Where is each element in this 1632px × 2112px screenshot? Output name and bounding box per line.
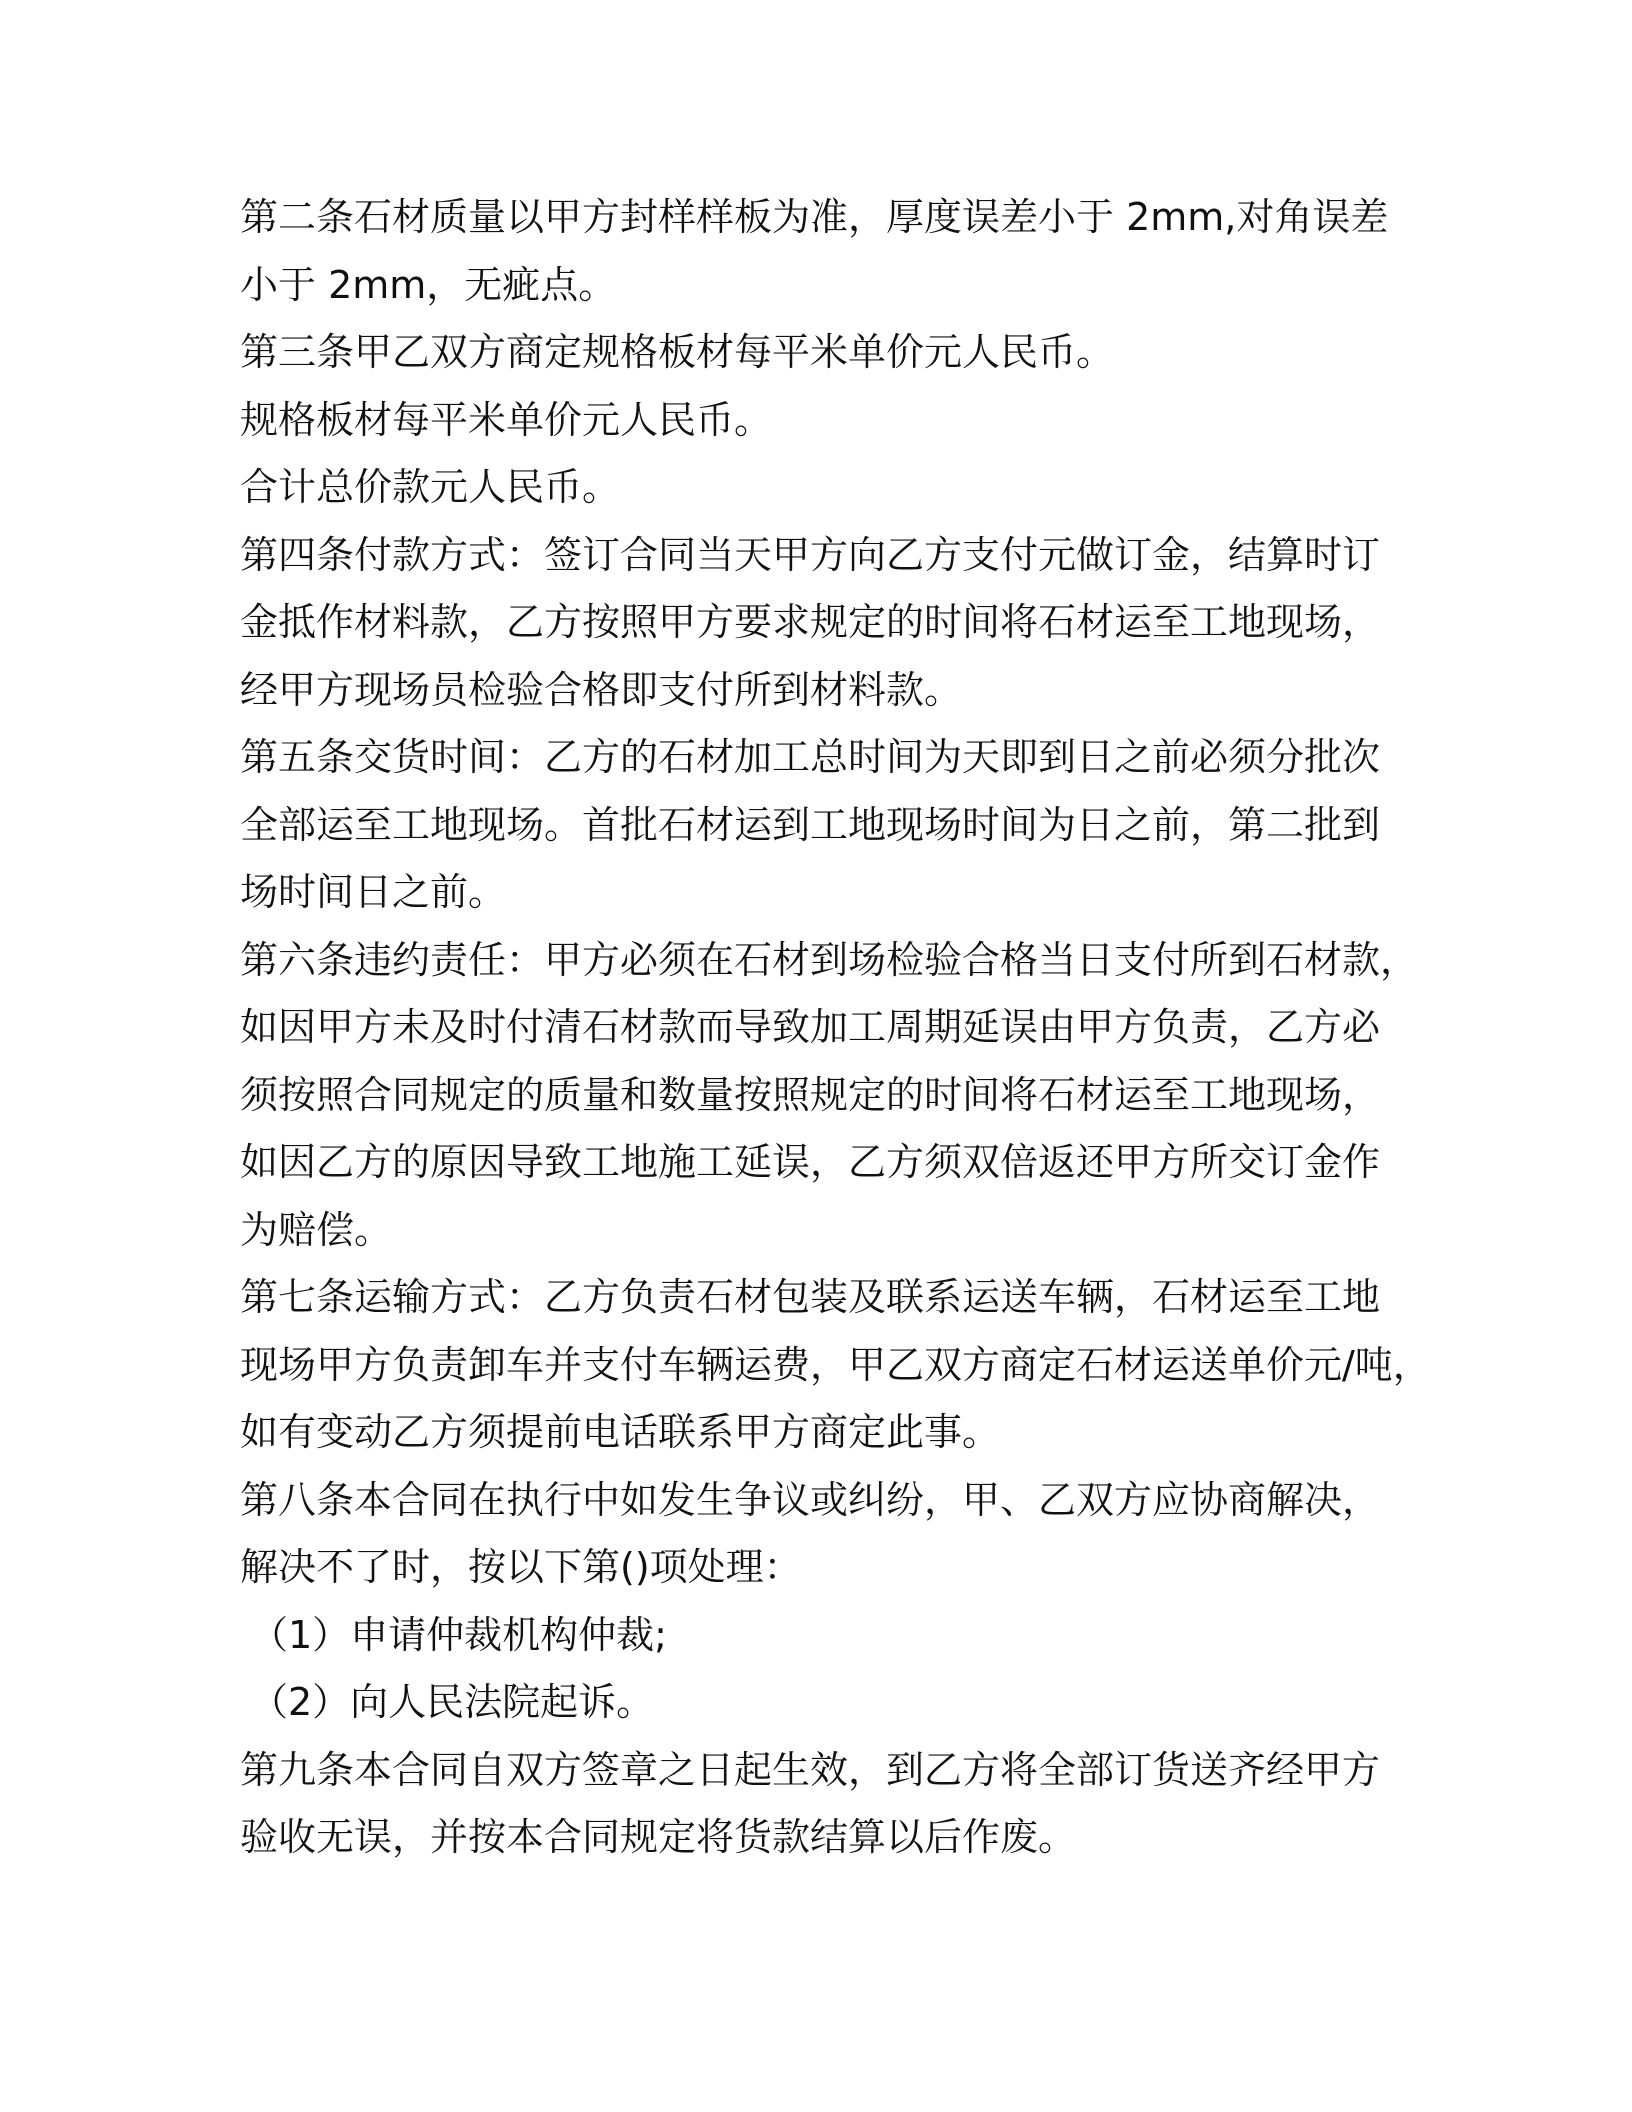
article-8-line-2: 解决不了时，按以下第()项处理：: [240, 1545, 802, 1589]
article-4-line-1: 第四条付款方式：签订合同当天甲方向乙方支付元做订金，结算时订: [240, 532, 1381, 577]
article-7-line-3: 如有变动乙方须提前电话联系甲方商定此事。: [240, 1410, 1001, 1454]
article-3-line-2: 规格板材每平米单价元人民币。: [240, 397, 773, 442]
article-7-line-1: 第七条运输方式：乙方负责石材包装及联系运送车辆，石材运至工地: [240, 1275, 1381, 1319]
article-7-line-2: 现场甲方负责卸车并支付车辆运费，甲乙双方商定石材运送单价元/吨，: [240, 1342, 1431, 1387]
article-3-line-3: 合计总价款元人民币。: [240, 465, 621, 509]
article-2-line-2: 小于 2mm，无疵点。: [240, 262, 617, 307]
article-8-option-2: （2）向人民法院起诉。: [250, 1680, 655, 1724]
article-9-line-2: 验收无误，并按本合同规定将货款结算以后作废。: [240, 1815, 1077, 1859]
article-2-line-1: 第二条石材质量以甲方封样样板为准，厚度误差小于 2mm,对角误差: [240, 195, 1389, 239]
article-4-line-3: 经甲方现场员检验合格即支付所到材料款。: [240, 667, 963, 712]
article-6-line-2: 如因甲方未及时付清石材款而导致加工周期延误由甲方负责，乙方必: [240, 1005, 1381, 1049]
article-6-line-3: 须按照合同规定的质量和数量按照规定的时间将石材运至工地现场，: [240, 1072, 1381, 1117]
contract-body: [240, 184, 1431, 1872]
article-4-line-2: 金抵作材料款，乙方按照甲方要求规定的时间将石材运至工地现场，: [240, 600, 1381, 644]
article-5-line-1: 第五条交货时间：乙方的石材加工总时间为天即到日之前必须分批次: [240, 735, 1381, 779]
article-3-line-1: 第三条甲乙双方商定规格板材每平米单价元人民币。: [240, 330, 1115, 374]
article-5-line-3: 场时间日之前。: [240, 870, 507, 914]
article-6-line-5: 为赔偿。: [240, 1207, 393, 1252]
article-6-line-4: 如因乙方的原因导致工地施工延误，乙方须双倍返还甲方所交订金作: [240, 1140, 1381, 1184]
article-6-line-1: 第六条违约责任：甲方必须在石材到场检验合格当日支付所到石材款，: [240, 937, 1419, 982]
article-5-line-2: 全部运至工地现场。首批石材运到工地现场时间为日之前，第二批到: [240, 802, 1381, 847]
article-8-option-1: （1）申请仲裁机构仲裁;: [250, 1612, 667, 1657]
article-8-line-1: 第八条本合同在执行中如发生争议或纠纷，甲、乙双方应协商解决，: [240, 1477, 1381, 1522]
article-9-line-1: 第九条本合同自双方签章之日起生效，到乙方将全部订货送齐经甲方: [240, 1747, 1381, 1792]
